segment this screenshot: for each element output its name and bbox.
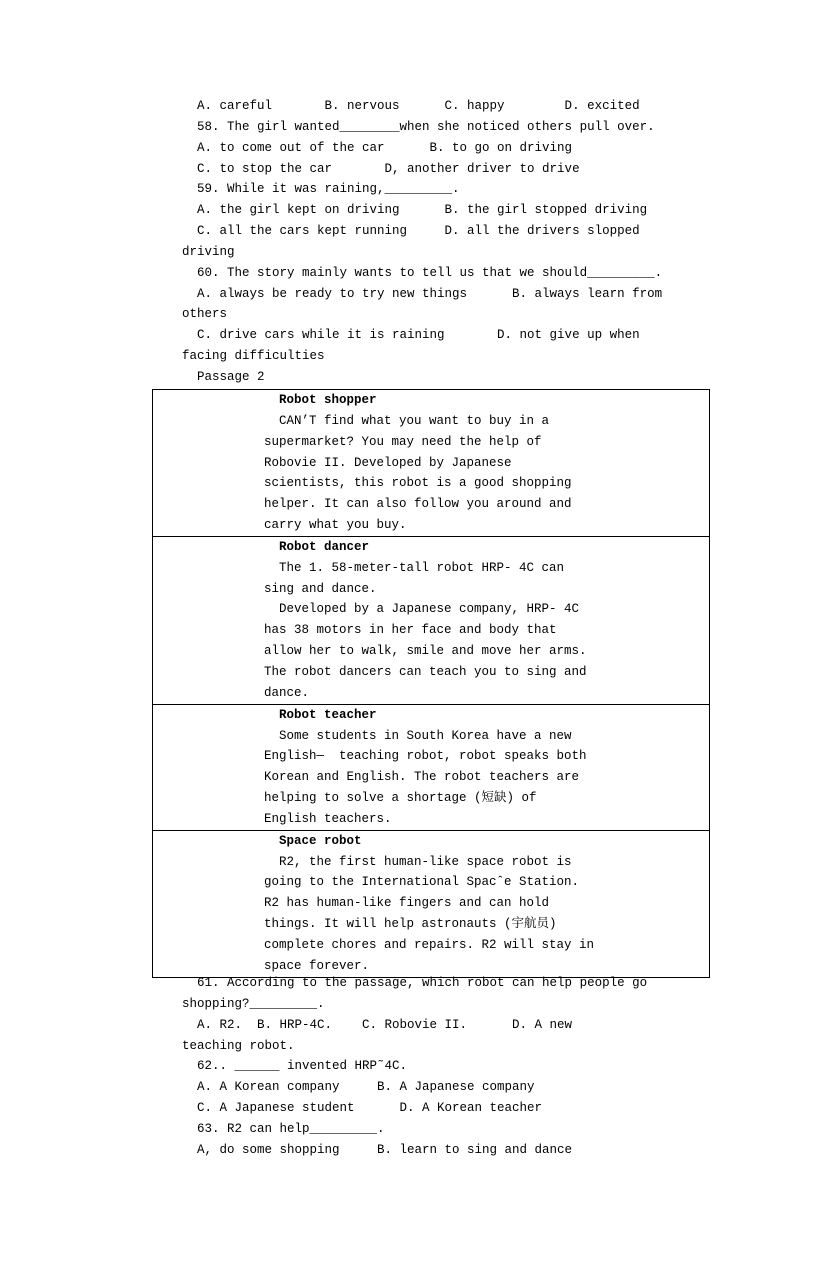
table-cell-line: Some students in South Korea have a new <box>264 728 572 743</box>
table-cell-line: English— teaching robot, robot speaks both <box>264 749 587 764</box>
table-cell-line: sing and dance. <box>264 581 377 596</box>
table-cell-line: going to the International Spacˆe Station. <box>264 875 580 890</box>
table-cell <box>153 390 710 537</box>
table-row <box>153 830 710 977</box>
table-cell-line: R2 has human-like fingers and can hold <box>264 896 550 911</box>
text-line: A. careful B. nervous C. happy D. excited <box>182 99 640 113</box>
table-cell-line: Robovie II. Developed by Japanese <box>264 455 512 470</box>
table-cell <box>153 830 710 977</box>
text-line: Passage 2 <box>182 369 265 384</box>
table-cell-line: The robot dancers can teach you to sing and <box>264 664 587 679</box>
table-cell-line: complete chores and repairs. R2 will stay in <box>264 937 595 952</box>
text-line: 63. R2 can help_________. <box>182 1121 385 1136</box>
text-line: 59. While it was raining,_________. <box>182 182 460 197</box>
text-line: A. the girl kept on driving B. the girl stopped driving <box>182 203 648 218</box>
text-line: facing difficulties <box>182 349 325 364</box>
table-cell-heading: Robot shopper <box>279 393 377 407</box>
table-row <box>153 536 710 704</box>
text-line: 62.. ______ invented HRP˜4C. <box>182 1059 408 1074</box>
table-cell-line: space forever. <box>264 958 370 973</box>
table-cell-line: has 38 motors in her face and body that <box>264 623 557 638</box>
table-cell-line: helper. It can also follow you around and <box>264 497 572 512</box>
table-cell-line: helping to solve a shortage (短缺) of <box>264 791 537 806</box>
table-cell-line: dance. <box>264 685 310 700</box>
text-line: shopping?_________. <box>182 996 325 1011</box>
text-line: 60. The story mainly wants to tell us that we should_________. <box>182 265 663 280</box>
text-line: C. A Japanese student D. A Korean teacher <box>182 1101 543 1116</box>
text-line: A. R2. B. HRP-4C. C. Robovie II. D. A new <box>182 1017 573 1032</box>
text-line: C. to stop the car D, another driver to drive <box>182 161 580 176</box>
text-line: 61. According to the passage, which robot can help people go <box>182 976 648 990</box>
text-line: A. always be ready to try new things B. always learn from <box>182 286 663 301</box>
table-row <box>153 390 710 537</box>
table-cell-line: The 1. 58-meter-tall robot HRP- 4C can <box>264 560 565 575</box>
text-line: A, do some shopping B. learn to sing and dance <box>182 1142 573 1157</box>
text-line: 58. The girl wanted________when she noticed others pull over. <box>182 119 655 134</box>
table-cell-heading: Robot dancer <box>279 539 370 554</box>
robot-passage-table <box>152 389 710 978</box>
table-cell-heading: Robot teacher <box>279 707 377 722</box>
text-line: A. to come out of the car B. to go on driving <box>182 140 573 155</box>
table-cell <box>153 536 710 704</box>
table-cell-line: supermarket? You may need the help of <box>264 434 542 449</box>
questions-61-63-block <box>182 973 702 1161</box>
text-line: C. drive cars while it is raining D. not give up when <box>182 328 640 343</box>
table-cell-line: Developed by a Japanese company, HRP- 4C <box>264 602 580 617</box>
table-cell-line: CAN’T find what you want to buy in a <box>264 413 550 428</box>
table-row <box>153 704 710 830</box>
table-cell-line: R2, the first human-like space robot is <box>264 854 572 869</box>
table-cell-line: things. It will help astronauts (宇航员) <box>264 917 557 932</box>
text-line: driving <box>182 244 235 259</box>
table-cell-line: scientists, this robot is a good shopping <box>264 476 572 491</box>
table-cell <box>153 704 710 830</box>
table-cell-line: allow her to walk, smile and move her arms. <box>264 644 587 659</box>
robot-passage-table-body <box>153 390 710 978</box>
text-line: C. all the cars kept running D. all the drivers slopped <box>182 224 640 239</box>
text-line: A. A Korean company B. A Japanese company <box>182 1080 535 1095</box>
table-cell-line: English teachers. <box>264 811 392 826</box>
table-cell-line: carry what you buy. <box>264 518 407 533</box>
text-line: others <box>182 307 228 322</box>
questions-58-60-block <box>182 96 702 388</box>
text-line: teaching robot. <box>182 1038 295 1053</box>
table-cell-line: Korean and English. The robot teachers are <box>264 770 580 785</box>
table-cell-heading: Space robot <box>279 833 362 848</box>
